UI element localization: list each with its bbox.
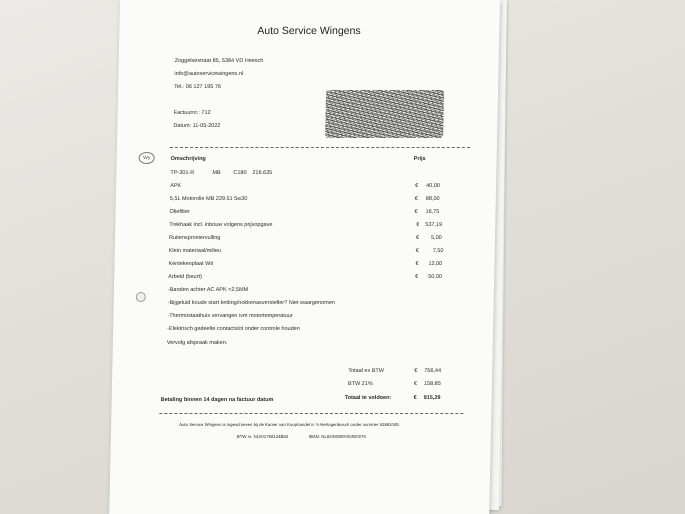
vehicle-mileage: 216.635 [252,170,273,176]
note-line: -Bijgeluid koude start ketting/nokkenasversteller? Niet waargenomen [167,300,335,306]
total-amount: 915,29 [423,395,441,401]
company-logo: Wy [139,152,155,164]
line-item-amount: 40,00 [426,183,440,189]
line-item-currency: € [416,222,420,228]
line-item-description: Oliefilter [169,209,190,215]
line-item-amount: 5,00 [430,235,442,241]
footer-iban: IBAN: NL83INGB0006920076 [308,434,367,439]
payment-terms: Betaling binnen 14 dagen na factuur datum [160,397,274,403]
vehicle-plate: TP-301-R [170,170,195,176]
column-header-description: Omschrijving [170,156,206,162]
line-item-amount: 50,00 [428,274,443,280]
note-line: -Banden achter AC APK <2,5MM [167,287,249,293]
vat-amount: 158,85 [423,381,441,387]
line-item-amount: 88,00 [425,196,440,202]
line-item-description: Ruitensproeiervulling [168,235,221,241]
vat-currency: € [413,381,418,387]
company-address: Zoggelsestraat 85, 5384 VD Heesch [174,58,264,64]
vat-label: BTW 21% [347,381,373,387]
line-item-amount: 7,50 [432,248,444,254]
line-item-currency: € [415,235,420,241]
redacted-address-block [325,90,444,138]
invoice-number: Factuurnr.: 712 [173,110,211,116]
note-line: -Elektrisch gedeelte contactslot onder controle houden [167,326,300,332]
subtotal-label: Totaal ex BTW [348,368,385,374]
note-line: -Thermostaathuis vervangen ivm motortemperatuur [167,313,293,319]
vehicle-make: MB [212,170,221,176]
line-item-currency: € [415,248,419,254]
invoice-page [109,0,500,514]
line-item-description: 5,5L Motorolie MB 229.51 5w30 [169,196,248,202]
subtotal-currency: € [414,368,418,374]
company-email: info@autoservicewingens.nl [174,71,244,77]
line-item-description: Klein materiaal/milieu [168,248,222,254]
note-line: Vervolg afspraak maken. [166,340,228,346]
line-item-currency: € [414,196,418,202]
footer-registration: Auto Service Wingens is ingeschreven bij de Kamer van Koophandel in 's-Hertogenbosch onder nummer 62881045. [179,422,400,427]
line-item-amount: 12,00 [428,261,443,267]
line-item-amount: 537,19 [425,222,443,228]
header-divider [170,147,470,148]
subtotal-amount: 756,44 [424,368,442,374]
line-item-currency: € [415,183,419,189]
column-header-price: Prijs [413,156,426,162]
line-item-description: APK [170,183,182,189]
vehicle-model: C180 [233,170,247,176]
line-item-description: Kentekenplaat Wit [168,261,214,267]
footer-vat-number: BTW nr. NL001758124B82 [236,434,289,439]
line-item-currency: € [414,209,418,215]
line-item-currency: € [415,274,419,280]
total-label: Totaal te voldoen: [344,395,392,401]
company-name: Auto Service Wingens [257,25,361,37]
punch-hole [136,292,146,302]
total-currency: € [413,395,417,401]
line-item-currency: € [415,261,419,267]
line-item-description: Arbeid (beurt) [168,274,202,280]
footer-divider [159,413,463,414]
invoice-date: Datum: 11-05-2022 [173,123,221,129]
line-item-description: Trekhaak incl. inbouw volgens prijsopgave [169,222,273,228]
line-item-amount: 16,75 [425,209,440,215]
company-phone: Tel.: 06 127 195 76 [174,84,222,90]
